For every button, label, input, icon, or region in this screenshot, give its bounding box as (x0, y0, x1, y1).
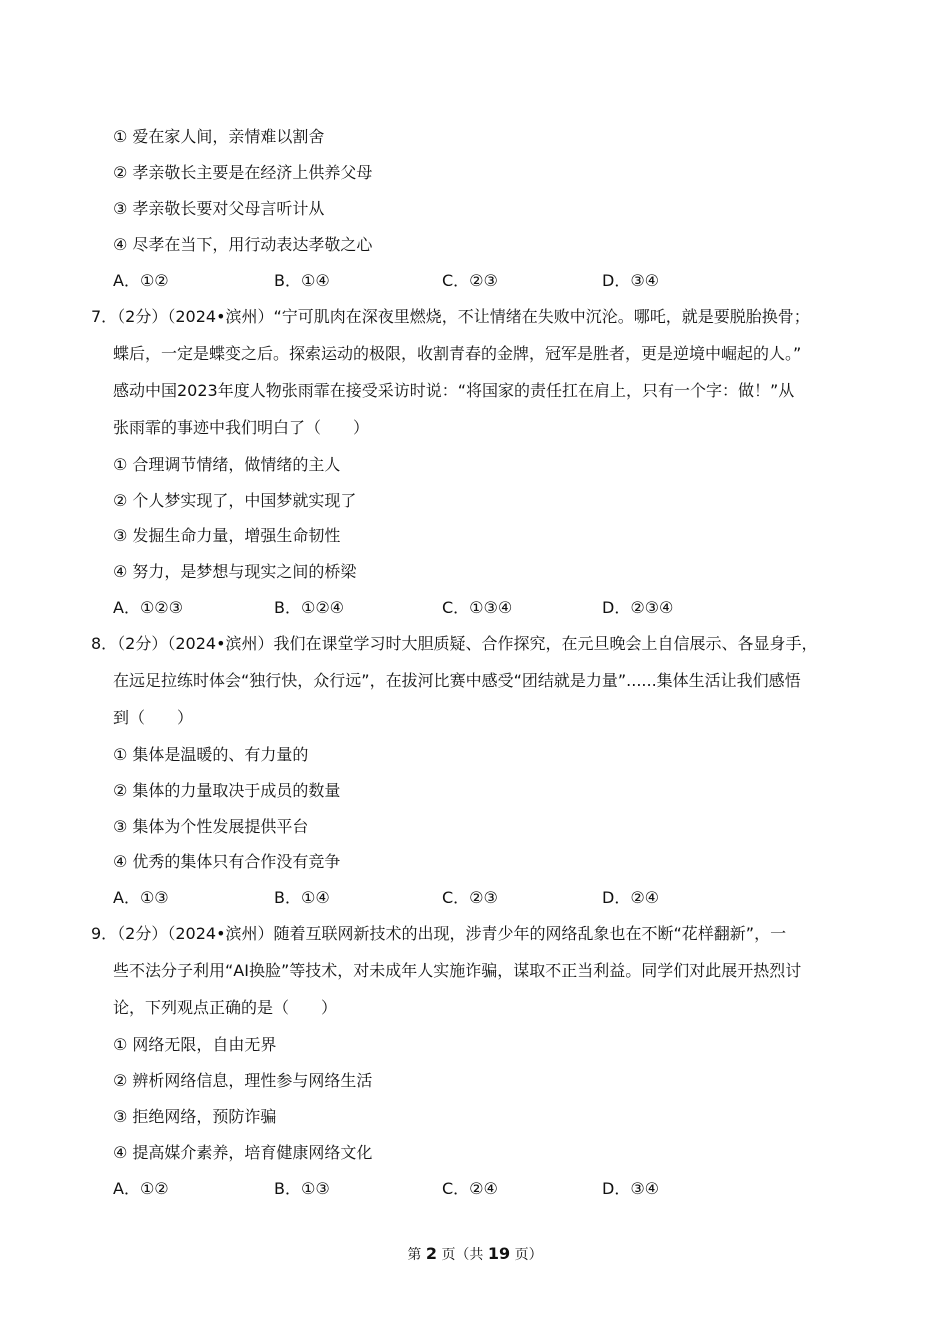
q8-stem-line-2: 在远足拉练时体会“独行快，众行远”，在拔河比赛中感受“团结就是力量”......集体生活让我们感悟 (113, 671, 801, 690)
q9-item-1: ① 网络无限，自由无界 (113, 1035, 277, 1054)
q6-item-1: ① 爱在家人间，亲情难以割舍 (113, 127, 325, 146)
q6-item-3: ③ 孝亲敬长要对父母言听计从 (113, 199, 325, 218)
footer-suffix: 页） (514, 1247, 543, 1263)
q8-option-b[interactable]: B．①④ (274, 888, 330, 907)
q7-item-1: ① 合理调节情绪，做情绪的主人 (113, 455, 341, 474)
q9-options (113, 1177, 813, 1201)
q6-option-a[interactable]: A．①② (113, 271, 169, 290)
q9-stem-line-3: 论，下列观点正确的是（ ） (113, 998, 338, 1017)
q9-stem-line-1: 9．（2分）（2024•滨州）随着互联网新技术的出现，涉青少年的网络乱象也在不断“花样翻新”，一 (91, 924, 787, 943)
q8-stem-line-3: 到（ ） (113, 708, 194, 727)
q8-option-a[interactable]: A．①③ (113, 888, 169, 907)
q8-item-1: ① 集体是温暖的、有力量的 (113, 745, 309, 764)
q6-option-b[interactable]: B．①④ (274, 271, 330, 290)
q9-option-d[interactable]: D．③④ (602, 1179, 660, 1198)
q9-item-4: ④ 提高媒介素养，培育健康网络文化 (113, 1143, 373, 1162)
q7-item-4: ④ 努力，是梦想与现实之间的桥梁 (113, 562, 357, 581)
q9-item-3: ③ 拒绝网络，预防诈骗 (113, 1107, 277, 1126)
footer-prefix: 第 (407, 1247, 422, 1263)
q7-option-a[interactable]: A．①②③ (113, 598, 183, 617)
q6-options (113, 269, 813, 293)
page-number: 2 (425, 1244, 437, 1263)
q7-option-c[interactable]: C．①③④ (442, 598, 513, 617)
q8-item-4: ④ 优秀的集体只有合作没有竞争 (113, 852, 341, 871)
q7-stem-line-4: 张雨霏的事迹中我们明白了（ ） (113, 418, 370, 437)
q8-item-2: ② 集体的力量取决于成员的数量 (113, 781, 341, 800)
q8-option-c[interactable]: C．②③ (442, 888, 498, 907)
q7-stem-line-3: 感动中国2023年度人物张雨霏在接受采访时说：“将国家的责任扛在肩上，只有一个字：做！”从 (113, 381, 795, 400)
q8-option-d[interactable]: D．②④ (602, 888, 660, 907)
q7-item-3: ③ 发掘生命力量，增强生命韧性 (113, 526, 341, 545)
q9-option-c[interactable]: C．②④ (442, 1179, 498, 1198)
q8-stem-line-1: 8．（2分）（2024•滨州）我们在课堂学习时大胆质疑、合作探究，在元旦晚会上自信展示、各显身手， (91, 634, 818, 653)
q8-options (113, 886, 813, 910)
q9-stem-line-2: 些不法分子利用“AI换脸”等技术，对未成年人实施诈骗，谋取不正当利益。同学们对此展开热烈讨 (113, 961, 802, 980)
q6-item-2: ② 孝亲敬长主要是在经济上供养父母 (113, 163, 373, 182)
q7-option-d[interactable]: D．②③④ (602, 598, 674, 617)
q6-option-d[interactable]: D．③④ (602, 271, 660, 290)
q7-stem-line-2: 蝶后，一定是蝶变之后。探索运动的极限，收割青春的金牌，冠军是胜者，更是逆境中崛起的人。” (113, 344, 802, 363)
q7-stem-line-1: 7．（2分）（2024•滨州）“宁可肌肉在深夜里燃烧，不让情绪在失败中沉沦。哪吒，就是要脱胎换骨； (91, 307, 810, 326)
q9-option-b[interactable]: B．①③ (274, 1179, 330, 1198)
q8-item-3: ③ 集体为个性发展提供平台 (113, 817, 309, 836)
q6-option-c[interactable]: C．②③ (442, 271, 498, 290)
q7-option-b[interactable]: B．①②④ (274, 598, 345, 617)
page-footer (0, 1242, 950, 1267)
q7-item-2: ② 个人梦实现了，中国梦就实现了 (113, 491, 357, 510)
total-pages: 19 (487, 1244, 511, 1263)
q9-option-a[interactable]: A．①② (113, 1179, 169, 1198)
q7-options (113, 596, 813, 620)
q9-item-2: ② 辨析网络信息，理性参与网络生活 (113, 1071, 373, 1090)
q6-item-4: ④ 尽孝在当下，用行动表达孝敬之心 (113, 235, 373, 254)
footer-middle: 页（共 (441, 1247, 484, 1263)
